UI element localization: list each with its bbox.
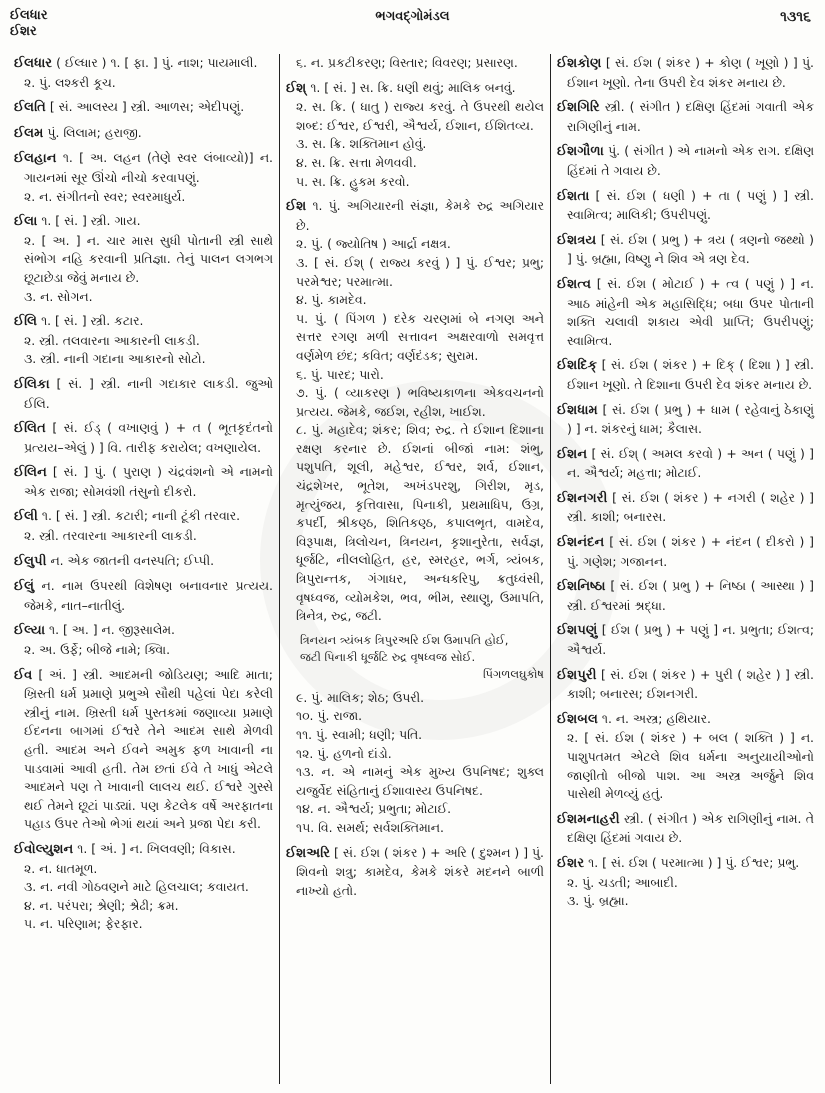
entry-definition: ૨. પું. ચડતી; આબાદી. — [567, 874, 678, 890]
entry-line — [286, 197, 544, 235]
entry-line — [14, 124, 273, 144]
dictionary-entry — [557, 187, 814, 225]
dictionary-entry — [14, 552, 273, 572]
dictionary-entry — [557, 142, 814, 180]
entry-definition: પું. લિલામ; હરાજી. — [47, 124, 142, 140]
entry-line — [14, 552, 273, 572]
guide-word-last: ઈશર — [10, 24, 37, 39]
entry-headword: ઈશતા — [557, 188, 590, 204]
entry-definition: ૧. [ અ. ] ન. જીરૂસાલેમ. — [49, 622, 175, 638]
entry-definition: ૨. ન. સંગીતનો સ્વર; સ્વરમાધુર્ય. — [24, 188, 186, 204]
entry-line — [557, 275, 814, 350]
entry-definition: [ સં. ઈશ ( પ્રભુ ) + ધામ ( રહેવાનું ઠેકાણું ) ] ન. શંકરનું ધામ; કૈલાસ. — [567, 401, 814, 437]
entry-line — [286, 707, 544, 726]
entry-definition: ૬. પું. પારદ; પારો. — [296, 366, 384, 382]
dictionary-entry — [14, 463, 273, 501]
entry-definition: [ સં. ઈડ્ ( વખાણવું ) + ત ( ભૂતકૃદંતનો પ્રત્યય–એલું ) ] વિ. તારીફ કરાયેલ; વખણાયેલ. — [24, 420, 273, 455]
entry-headword: ઈશનંદન — [557, 535, 605, 551]
entry-headword: ઈશગિરિ — [557, 100, 600, 116]
entry-definition: ૧. ન. અસ્ત્ર; હથિયાર. — [601, 710, 711, 726]
entry-headword: ઈલ્યા — [14, 623, 46, 639]
entry-line — [286, 763, 544, 800]
entry-headword: ઈશગૌળા — [557, 144, 604, 160]
dictionary-entry — [557, 275, 814, 350]
entry-definition: ૫. પું. ( પિંગળ ) દરેક ચરણમાં બે નગણ અને સત્તર રગણ મળી સત્તાવન અક્ષરવાળો સમવૃત્ત વર્ણમેળ છંદ; કવિત; વર્ણદંડક; સુરામ. — [296, 310, 544, 363]
entry-line — [286, 384, 544, 421]
entry-line — [286, 745, 544, 764]
entry-line — [14, 332, 273, 351]
entry-line — [557, 621, 814, 659]
entry-headword: ઈશબલ — [557, 711, 598, 727]
entry-line — [557, 810, 814, 848]
dictionary-entry — [14, 666, 273, 834]
entry-line — [557, 533, 814, 571]
entry-line — [286, 154, 544, 173]
entry-definition: સ્ત્રી. ( સંગીત ) એક રાગિણીનું નામ. તે દક્ષિણ હિંદમાં ગવાય છે. — [567, 810, 814, 846]
dictionary-entry — [557, 231, 814, 269]
entry-line — [286, 819, 544, 838]
entry-line — [557, 401, 814, 439]
entry-definition: ૧. [ અ. લહન (તેણે સ્વર લંબાવ્યો)] ન. ગાયનમાં સૂર ઊંચો નીચો કરવાપણું. — [24, 150, 273, 185]
entry-headword: ઈલતિ — [14, 100, 46, 116]
entry-headword: ઈવ — [14, 667, 33, 683]
entry-line — [14, 897, 273, 916]
entry-line — [557, 577, 814, 615]
entry-headword: ઈલુપી — [14, 553, 47, 569]
entry-line — [14, 212, 273, 232]
dictionary-entry — [14, 124, 273, 144]
entry-definition: [ અં. ] સ્ત્રી. આદમની જોડિયણ; આદિ માતા; ખ્રિસ્તી ધર્મ પ્રમાણે પ્રભુએ સૌથી પહેલાં પેદા કરેલી સ્ત્રીનું નામ. ખ્રિસ્તી ધર્મ પુસ્તકમાં જણાવ્યા પ્રમાણે ઈદનના બાગમાં ઈશ્વરે તેને આદમ સાથે મેળવી હતી. આદમ અને ઈવને અમુક ફળ ખાવાની ના પાડવામાં આવી હતી. તેમ છતાં ઈવે તે ખાધું એટલે આદમને પણ તે ખાવાની લાલચ થઈ. ઈશ્વરે ગુસ્સે થઈ તેમને છૂટાં પાડ્યાં. પણ કેટલેક વર્ષે અરફાતના પહાડ ઉપર તેઓ ભેગાં થયાં અને પ્રજા પેદા કરી. — [24, 666, 273, 832]
entry-definition: ૪. પું. કામદેવ. — [296, 292, 367, 308]
dictionary-entry — [14, 419, 273, 457]
entry-definition: ૨. [ સં. ઈશ ( શંકર ) + બલ ( શક્તિ ) ] ન. પાશુપતમત એટલે શિવ ધર્મના અનુયાયીઓનો જાણીતો બીજો પાશ. આ અસ્ત્ર અર્જુને શિવ પાસેથી મેળવ્યું હતું. — [567, 730, 814, 802]
dictionary-entry — [557, 489, 814, 527]
dictionary-entry — [14, 577, 273, 615]
entry-line — [14, 419, 273, 457]
entry-headword: ઈશનગરી — [557, 490, 608, 506]
entry-line — [14, 577, 273, 615]
entry-line — [14, 840, 273, 860]
column-3 — [551, 54, 820, 1084]
entry-line — [286, 291, 544, 310]
entry-definition: ૭. પું. ( વ્યાકરણ ) ભવિષ્યકાળના એકવચનનો પ્રત્યય. જેમકે, જઈશ, રહીશ, ખાઈશ. — [296, 385, 544, 419]
entry-line — [286, 79, 544, 99]
entry-line — [557, 54, 814, 92]
dictionary-entry — [557, 710, 814, 804]
entry-definition: ૩. [ સં. ઈશ્ ( રાજ્ય કરવું ) ] પું. ઈશ્વર; પ્રભુ; પરમેશ્વર; પરમાત્મા. — [296, 254, 544, 289]
entry-line — [557, 729, 814, 803]
dictionary-entry — [557, 621, 814, 659]
dictionary-entry — [557, 854, 814, 911]
dictionary-entry — [286, 197, 544, 626]
dictionary-entry — [557, 533, 814, 571]
entry-line — [286, 135, 544, 154]
entry-headword: ઈલહાન — [14, 151, 57, 167]
entry-definition: [ સં. ઈશ ( શંકર ) + કોણ ( ખૂણો ) ] પું. ઈશાન ખૂણો. તેના ઉપરી દેવ શંકર મનાય છે. — [567, 55, 814, 90]
entry-definition: [ સં. ઈશ ( શંકર ) + નંદન ( દીકરો ) ] પું. ગણેશ; ગજાનન. — [567, 534, 814, 569]
entry-definition: ૨. સ્ત્રી. તરવારના આકારની લાકડી. — [24, 528, 197, 544]
entry-line — [557, 892, 814, 911]
dictionary-columns — [8, 54, 820, 1084]
entry-headword: ઈશત્રય — [557, 232, 597, 248]
entry-definition: સ્ત્રી. ( સંગીત ) દક્ષિણ હિંદમાં ગવાતી એક રાગિણીનું નામ. — [567, 99, 814, 134]
entry-definition: ૩. સ. ક્રિ. શક્તિમાન હોવું. — [296, 136, 427, 152]
dictionary-entry — [557, 54, 814, 92]
entry-headword: ઈશનિષ્ઠા — [557, 579, 606, 595]
entry-definition: ૫. સ. ક્રિ. હુકમ કરવો. — [296, 173, 410, 189]
entry-headword: ઈશપણું — [557, 623, 598, 639]
entry-headword: ઈશર — [557, 855, 585, 871]
entry-line — [557, 187, 814, 225]
dictionary-entry — [557, 810, 814, 848]
entry-line — [14, 74, 273, 93]
entry-definition: પું. ( સંગીત ) એ નામનો એક રાગ. દક્ષિણ હિંદમાં તે ગવાય છે. — [567, 143, 814, 178]
entry-definition: [ સં. ઈશ ( શંકર ) + અરિ ( દુશ્મન ) ] પું. શિવનો શત્રુ; કામદેવ, કેમકે શંકરે મદનને બાળી નાખ્યો હતો. — [296, 844, 544, 898]
entry-definition: ૨. પું. ( જ્યોતિષ ) આર્દ્રા નક્ષત્ર. — [296, 236, 451, 252]
entry-definition: ૩. ન. સોગન. — [24, 288, 93, 304]
dictionary-entry — [557, 666, 814, 704]
entry-definition: ૧૪. ન. ઐશ્વર્ય; પ્રભુતા; મોટાઈ. — [296, 801, 452, 817]
entry-line — [14, 878, 273, 897]
guide-word-first: ઈલધાર — [10, 8, 48, 23]
entry-line — [286, 726, 544, 745]
entry-line — [557, 445, 814, 483]
entry-line — [286, 98, 544, 135]
entry-line — [286, 310, 544, 366]
entry-headword: ઈલું — [14, 579, 35, 595]
entry-definition: [ સં. ઈશ ( શંકર ) + દિક્ ( દિશા ) ] સ્ત્રી. ઈશાન ખૂણો. તે દિશાના ઉપરી દેવ શંકર મનાય છે. — [567, 357, 814, 392]
entry-definition: ૮. પું. મહાદેવ; શંકર; શિવ; રુદ્ર. તે ઈશાન દિશાના રક્ષણ કરનાર છે. ઈશનાં બીજાં નામ: શંભુ, પશુપતિ, શૂલી, મહેશ્વર, ઈશ્વર, શર્વ, ઈશાન, ચંદ્રશેખર, ભૂતેશ, અખંડપરશુ, ગિરીશ, મૃડ, મૃત્યુંજય, કૃત્તિવાસા, પિનાકી, પ્રથમાધિપ, ઉગ્ર, કપર્દી, શ્રીકણ્ઠ, શિતિકણ્ઠ, કપાલભૃત, વામદેવ, વિરૂપાક્ષ, ત્રિલોચન, ત્રિનયન, કૃશાનુરેતા, સર્વજ્ઞ, ધૂર્જટિ, નીલલોહિત, હર, સ્મરહર, ભર્ગ, ત્ર્યંબક, ત્રિપુરાન્તક, ગંગાધર, અન્ધકરિપુ, ક્રતુધ્વંસી, વૃષધ્વજ, વ્યોમકેશ, ભવ, ભીમ, સ્થાણુ, ઉમાપતિ, ત્રિનેત્ર, રુદ્ર, જટી. — [296, 422, 544, 624]
dictionary-entry — [286, 844, 544, 901]
entry-line — [14, 149, 273, 187]
entry-headword: ઈશદિક્ — [557, 358, 598, 374]
column-1 — [8, 54, 280, 1084]
entry-definition: ૧. પું. અગિયારની સંજ્ઞા, કેમકે રુદ્ર અગિયાર છે. — [296, 198, 544, 233]
entry-definition: [ સં. ઈશ ( શંકર ) + પુરી ( શહેર ) ] સ્ત્રી. કાશી; બનારસ; ઈશનગરી. — [567, 666, 814, 702]
entry-headword: ઈશ્ — [286, 80, 307, 96]
dictionary-entry — [14, 840, 273, 934]
dictionary-entry — [286, 54, 544, 73]
entry-definition: ૨. [ અ. ] ન. ચાર માસ સુધી પોતાની સ્ત્રી સાથે સંભોગ નહિ કરવાની પ્રતિજ્ઞા. તેનું પાલન લગભગ છૂટાછેડા જેવું મનાય છે. — [24, 232, 273, 285]
entry-headword: ઈલિત — [14, 421, 46, 437]
dictionary-entry — [557, 98, 814, 136]
entry-line — [286, 173, 544, 192]
entry-definition: ૯. પું. માલિક; શેઠ; ઉપરી. — [296, 689, 425, 705]
dictionary-entry — [14, 507, 273, 545]
entry-definition: ૧. [ સં. ] સ. ક્રિ. ધણી થવું; માલિક બનવું. — [310, 79, 516, 95]
dictionary-entry — [14, 312, 273, 369]
dictionary-entry — [557, 356, 814, 394]
entry-line — [286, 800, 544, 819]
entry-headword: ઈશ — [286, 199, 307, 215]
entry-headword: ઈશમનાહરી — [557, 811, 620, 827]
entry-line — [557, 854, 814, 874]
entry-headword: ઈલિકા — [14, 376, 50, 392]
entry-definition: ૧. [ સં. ] સ્ત્રી. કટાર. — [41, 313, 144, 329]
entry-line — [14, 463, 273, 501]
entry-line — [557, 142, 814, 180]
entry-line — [14, 288, 273, 307]
entry-line — [557, 666, 814, 704]
entry-line — [286, 421, 544, 626]
entry-line — [14, 375, 273, 413]
entry-definition: ૧૫. વિ. સમર્થ; સર્વશક્તિમાન. — [296, 819, 444, 835]
entry-headword: ઈલા — [14, 214, 38, 230]
page-header — [0, 0, 825, 52]
entry-definition: ૫. ન. પરિણામ; ફેરફાર. — [24, 916, 143, 932]
entry-definition: ૧. [ સં. ] સ્ત્રી. ગાય. — [41, 213, 141, 229]
dictionary-entry — [14, 98, 273, 118]
entry-definition: ૪. ન. પરંપરા; શ્રેણી; શ્રેઢી; ક્રમ. — [24, 897, 179, 913]
entry-headword: ઈલિ — [14, 314, 38, 330]
column-2 — [280, 54, 551, 1084]
entry-definition: ૧. [ સં. ઈશ ( પરમાત્મા ) ] પું. ઈશ્વર; પ્રભુ. — [588, 854, 800, 870]
entry-definition: ૧૨. પું. હળનો દાંડો. — [296, 745, 392, 761]
entry-headword: ઈશધામ — [557, 402, 598, 418]
entry-definition: ૪. સ. ક્રિ. સત્તા મેળવવી. — [296, 154, 417, 170]
entry-line — [14, 98, 273, 118]
entry-line — [14, 188, 273, 207]
entry-line — [557, 356, 814, 394]
entry-line — [286, 54, 544, 73]
entry-line — [557, 874, 814, 893]
entry-line — [14, 641, 273, 660]
entry-line — [14, 860, 273, 879]
entry-definition: ૧૦. પું. રાજા. — [296, 708, 363, 724]
entry-definition: [ સં. ઈશ ( પ્રભુ ) + ત્રય ( ત્રણનો જથ્થો ) ] પું. બ્રહ્મા, વિષ્ણુ ને શિવ એ ત્રણ દેવ. — [567, 231, 814, 267]
entry-definition: [ સં. ઈશ્ ( અમલ કરવો ) + અન ( પણું ) ] ન. ઐશ્વર્ય; મહત્તા; મોટાઈ. — [567, 445, 814, 481]
entry-headword: ઈલમ — [14, 125, 44, 141]
dictionary-entry — [14, 149, 273, 206]
entry-line — [14, 507, 273, 527]
entry-definition: ન. એક જાતની વનસ્પતિ; ઈપ્પી. — [50, 552, 215, 568]
entry-line — [14, 915, 273, 934]
entry-definition: [ સં. ઈશ ( ધણી ) + તા ( પણું ) ] સ્ત્રી. સ્વામિત્વ; માલિકી; ઉપરીપણું. — [567, 187, 814, 223]
entry-definition: ( ઈલ્ધાર ) ૧. [ ફા. ] પું. નાશ; પાયમાલી. — [56, 55, 258, 70]
entry-headword: ઈશકોણ — [557, 56, 602, 71]
entry-line — [557, 98, 814, 136]
entry-headword: ઈલી — [14, 509, 38, 525]
entry-definition: ૩. પું. બ્રહ્મા. — [567, 893, 629, 909]
dictionary-entry — [14, 212, 273, 306]
entry-definition: ૩. સ્ત્રી. નાની ગદાના આકારનો સોટો. — [24, 351, 206, 367]
entry-line — [14, 232, 273, 288]
entry-line — [557, 231, 814, 269]
dictionary-entry — [286, 79, 544, 192]
entry-definition: ૧. [ અં. ] ન. ખિલવણી; વિકાસ. — [77, 840, 236, 856]
entry-line — [14, 312, 273, 332]
entry-line — [14, 527, 273, 546]
entry-definition: [ સં. ] સ્ત્રી. નાની ગદાકાર લાકડી. જુઓ ઈલિ. — [24, 375, 273, 411]
entry-line — [14, 54, 273, 74]
entry-definition: ૩. ન. નવી ગોઠવણને માટે હિલચાલ; કવાયત. — [24, 879, 249, 895]
entry-headword: ઈલિન — [14, 465, 47, 481]
entry-definition: ૨. સ્ત્રી. તલવારના આકારની લાકડી. — [24, 332, 200, 348]
entry-definition: [ ઈશ ( પ્રભુ ) + પણું ] ન. પ્રભુતા; ઈશત્વ; ઐશ્વર્ય. — [567, 622, 814, 658]
entry-line — [557, 489, 814, 527]
page-number: ૧૩૧૬ — [780, 9, 811, 25]
verse-quote — [300, 632, 544, 683]
entry-definition: [ સં. ઈશ ( મોટાઈ ) + ત્વ ( પણું ) ] ન. આઠ માંહેની એક મહાસિદ્ધિ; બધા ઉપર પોતાની શક્તિ ચલાવી શકાય એવી પ્રાપ્તિ; ઉપરીપણું; સ્વામિત્વ. — [567, 275, 814, 348]
entry-line — [14, 666, 273, 834]
entry-definition: ન. નામ ઉપરથી વિશેષણ બનાવનાર પ્રત્યય. જેમકે, નાત–નાતીલું. — [24, 578, 273, 613]
entry-definition: ૨. સ. ક્રિ. ( ધાતુ ) રાજ્ય કરવું. તે ઉપરથી થયેલ શબ્દ: ઈશ્વર, ઈશ્વરી, ઐશ્વર્ય, ઈશાન, ઈશિતવ્ય. — [296, 99, 544, 133]
entry-definition: ૧૧. પું. સ્વામી; ધણી; પતિ. — [296, 727, 423, 742]
dictionary-entry — [557, 401, 814, 439]
entry-definition: ૨. પું. લશ્કરી કૂચ. — [24, 74, 116, 90]
dictionary-entry — [557, 577, 814, 615]
entry-headword: ઈશઅરિ — [286, 845, 331, 861]
entry-line — [286, 844, 544, 901]
entry-headword: ઈશપુરી — [557, 667, 597, 683]
dictionary-entry — [557, 445, 814, 483]
dictionary-entry — [14, 621, 273, 659]
book-title: ભગવદ્ગોમંડલ — [375, 9, 450, 24]
entry-headword: ઈશન — [557, 446, 588, 462]
entry-headword: ઈલધાર — [14, 56, 53, 71]
entry-line — [14, 621, 273, 641]
entry-definition: ૨. ન. ધાતમૂળ. — [24, 860, 98, 876]
verse-line: ત્રિનયન ત્ર્યંબક ત્રિપુરઅરિ ઈશ ઉમાપતિ હોઈ, — [300, 632, 509, 647]
dictionary-entry — [14, 375, 273, 413]
entry-line — [286, 235, 544, 254]
entry-definition: [ સં. ઈશ ( શંકર ) + નગરી ( શહેર ) ] સ્ત્રી. કાશી; બનારસ. — [567, 489, 814, 525]
entry-headword: ઈશત્વ — [557, 276, 592, 292]
entry-line — [557, 710, 814, 730]
dictionary-entry — [14, 54, 273, 92]
entry-line — [14, 350, 273, 369]
dictionary-entry — [286, 632, 544, 683]
entry-definition: [ સં. ઈશ ( પ્રભુ ) + નિષ્ઠા ( આસ્થા ) ] સ્ત્રી. ઈશ્વરમાં શ્રદ્ધા. — [567, 578, 814, 613]
entry-definition: [ સં. ] પું. ( પુરાણ ) ચંદ્રવંશનો એ નામનો એક રાજા; સોમવંશી તંસુનો દીકરો. — [24, 464, 273, 499]
dictionary-entry — [286, 689, 544, 838]
entry-line — [286, 254, 544, 291]
verse-line: જટી પિનાકી ધૂર્જટિ રુદ્ર વૃષધ્વજ સોઈ. — [300, 649, 476, 664]
entry-definition: ૧૩. ન. એ નામનું એક મુખ્ય ઉપનિષદ; શુક્લ યજુર્વેદ સંહિતાનું ઈશાવાસ્ય ઉપનિષદ. — [296, 764, 544, 798]
entry-definition: ૨. અ. ઉર્ફે; બીજે નામે; ક્વિા. — [24, 642, 171, 658]
entry-line — [286, 366, 544, 385]
entry-headword: ઈવોલ્યુશન — [14, 841, 74, 857]
quote-source: પિંગળલઘુકોષ — [482, 666, 544, 681]
entry-definition: ૬. ન. પ્રકટીકરણ; વિસ્તાર; વિવરણ; પ્રસારણ. — [296, 55, 518, 70]
entry-definition: [ સં. આલસ્ય ] સ્ત્રી. આળસ; એદીપણું. — [49, 99, 245, 115]
entry-line — [286, 689, 544, 708]
entry-definition: ૧. [ સં. ] સ્ત્રી. કટારી; નાની ટૂંકી તરવાર. — [41, 508, 241, 524]
